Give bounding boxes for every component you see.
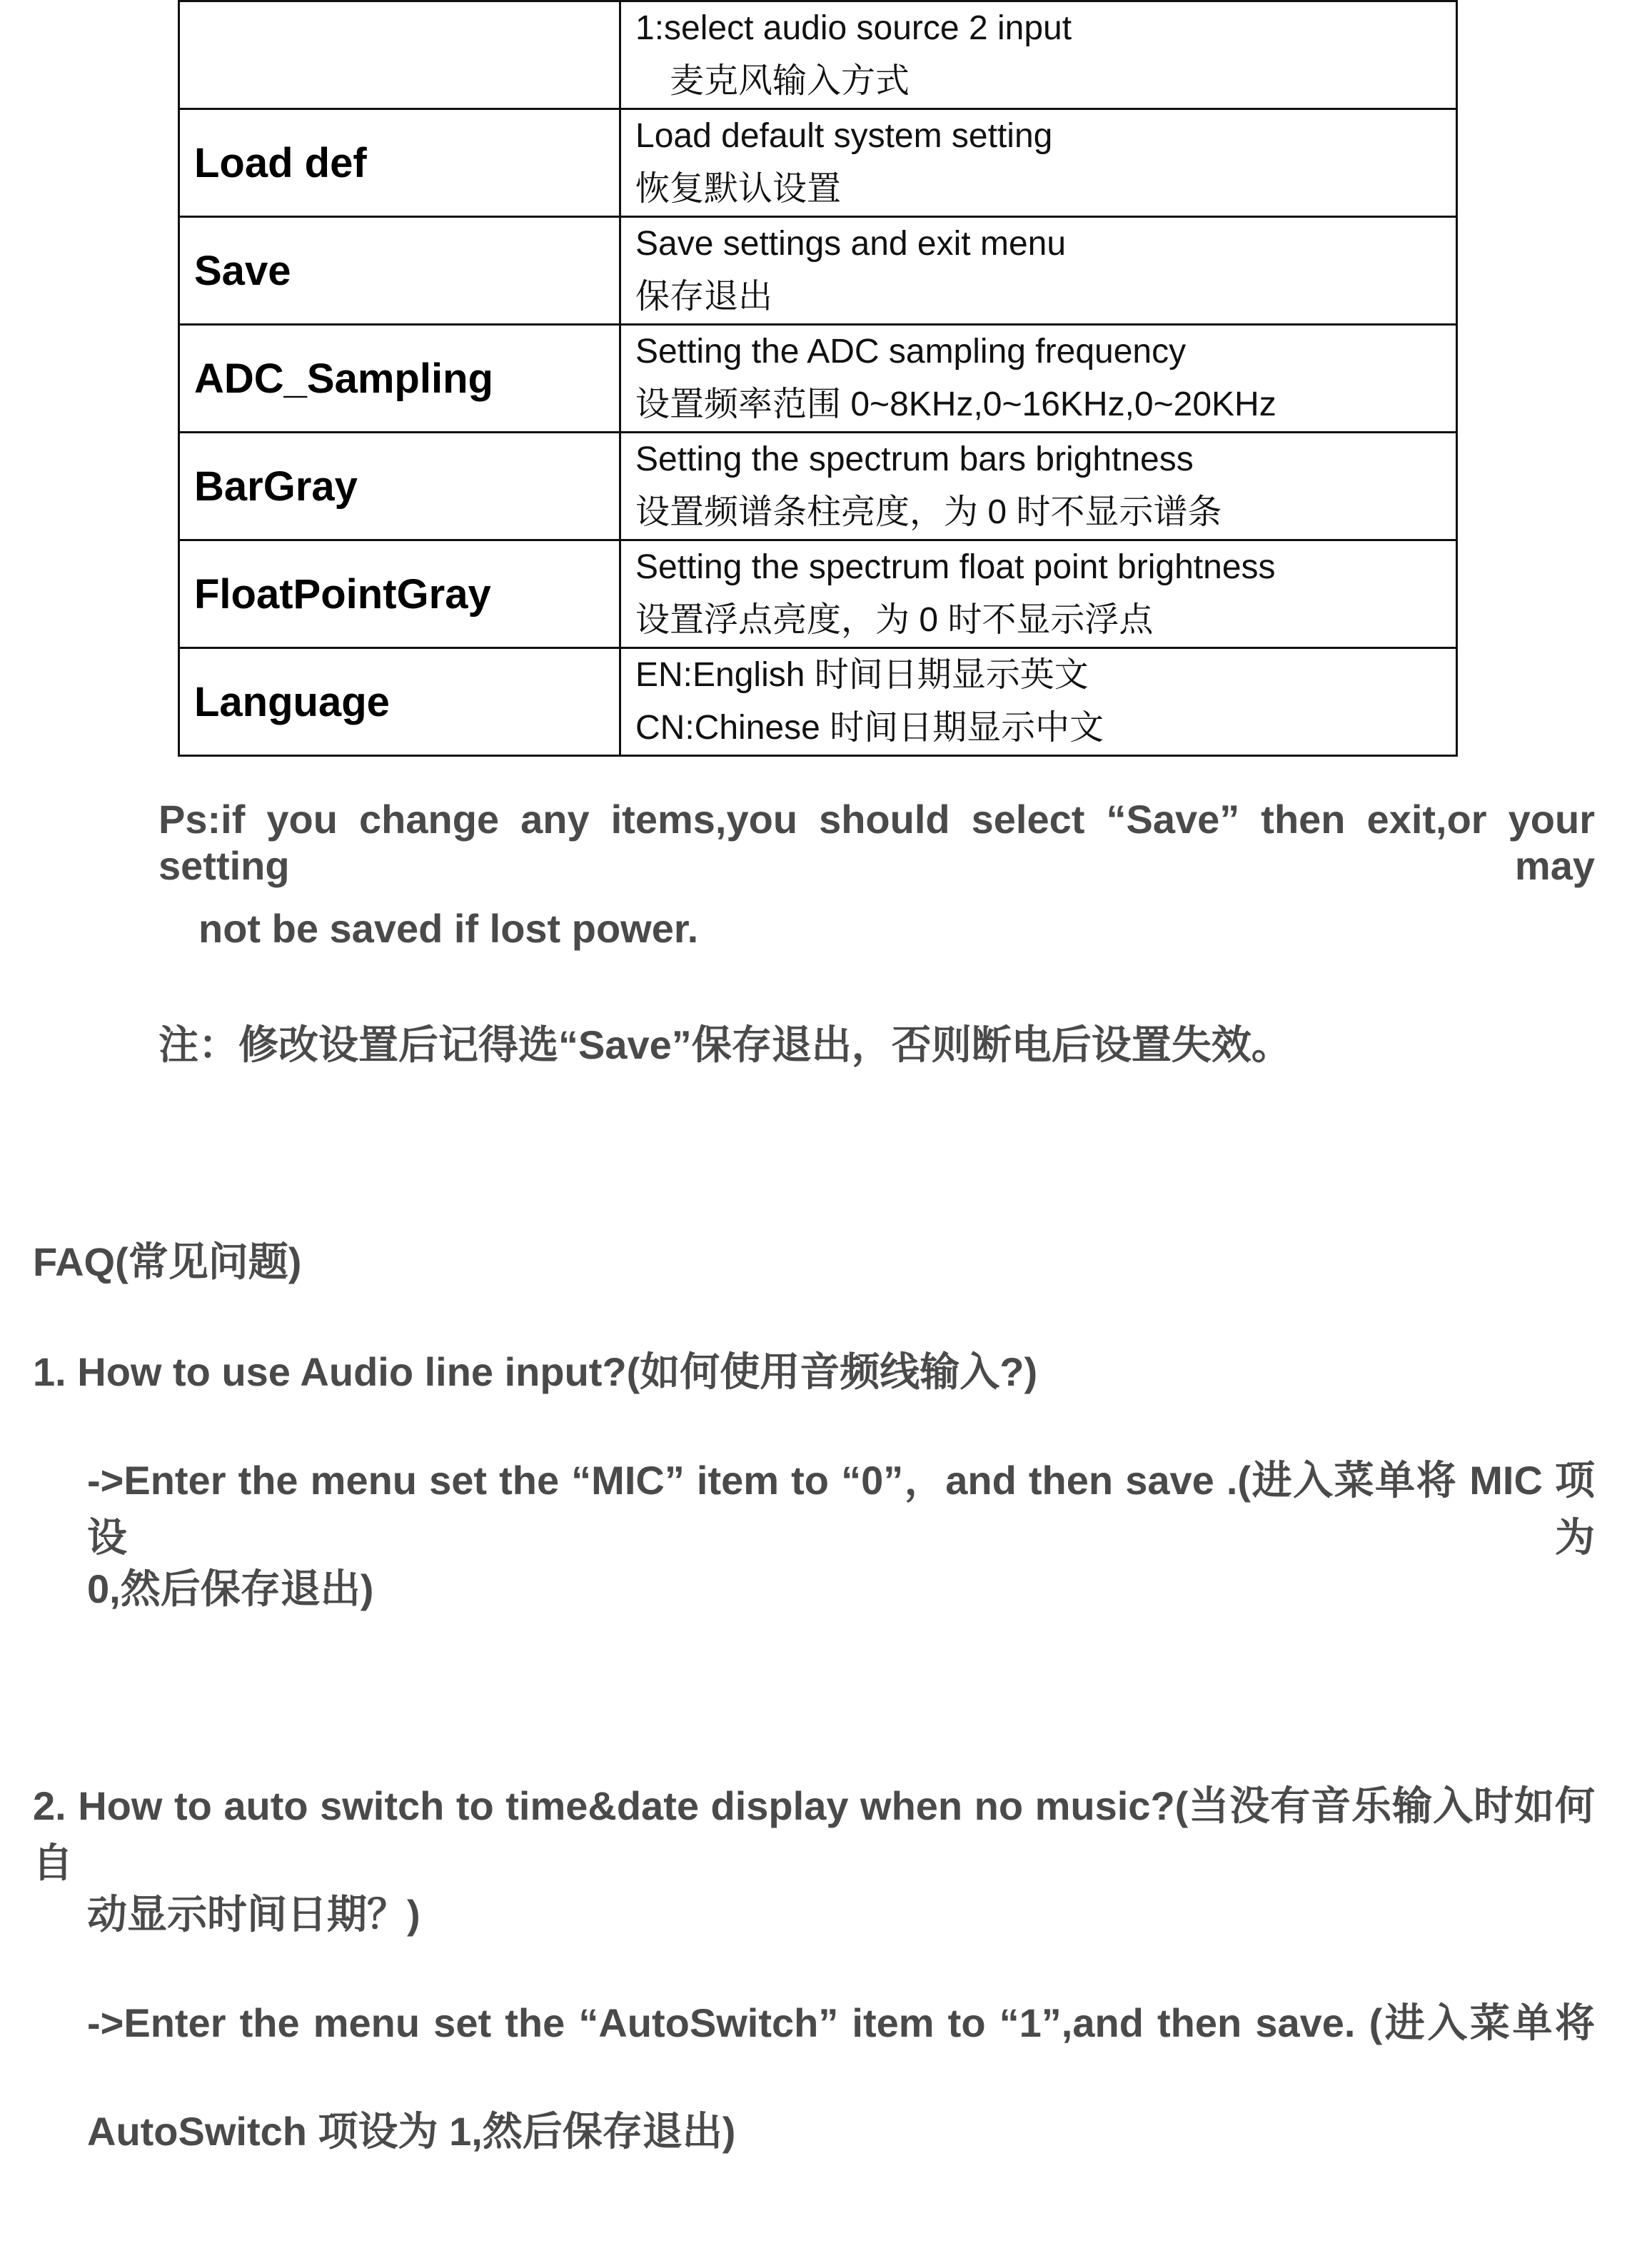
settings-table [178, 0, 1458, 757]
setting-description [620, 325, 1457, 433]
setting-description [620, 540, 1457, 648]
setting-name: Language [179, 648, 620, 756]
faq-answer-2-line-2: AutoSwitch 项设为 1,然后保存退出) [87, 2109, 736, 2154]
table-row [179, 1, 1457, 109]
table-row [179, 325, 1457, 433]
setting-description [620, 109, 1457, 217]
setting-name: FloatPointGray [179, 540, 620, 648]
note-cn: 注：修改设置后记得选“Save”保存退出，否则断电后设置失效。 [158, 1022, 1291, 1067]
setting-name: BarGray [179, 433, 620, 540]
description-en: 1:select audio source 2 input [635, 9, 1072, 47]
description-cn: CN:Chinese 时间日期显示中文 [635, 709, 1104, 747]
description-en: EN:English 时间日期显示英文 [635, 656, 1089, 694]
note-en-line-1: Ps:if you change any items,you should select “Save” then exit,or your setting may [158, 797, 1595, 888]
description-en: Setting the ADC sampling frequency [635, 333, 1187, 371]
setting-description [620, 217, 1457, 325]
description-en: Setting the spectrum bars brightness [635, 440, 1194, 478]
description-en: Save settings and exit menu [635, 225, 1067, 263]
description-en: Setting the spectrum float point brightness [635, 548, 1276, 586]
faq-answer-1-line-1: ->Enter the menu set the “MIC” item to “0”，and then save .(进入菜单将 MIC 项设为 [87, 1458, 1595, 1560]
faq-answer-1-line-2: 0,然后保存退出) [87, 1566, 374, 1611]
description-cn: 设置浮点亮度，为 0 时不显示浮点 [635, 601, 1154, 639]
faq-heading: FAQ(常见问题) [33, 1239, 302, 1284]
setting-description [620, 433, 1457, 540]
setting-name: Save [179, 217, 620, 325]
faq-answer-2-line-1: ->Enter the menu set the “AutoSwitch” item to “1”,and then save. (进入菜单将 [87, 2000, 1595, 2045]
table-row [179, 217, 1457, 325]
setting-name [179, 1, 620, 109]
table-row [179, 648, 1457, 756]
note-en-line-2: not be saved if lost power. [198, 906, 699, 951]
faq-question-2-line-1: 2. How to auto switch to time&date display when no music?(当没有音乐输入时如何自 [33, 1783, 1595, 1885]
setting-name: ADC_Sampling [179, 325, 620, 433]
faq-question-2-line-2: 动显示时间日期？) [87, 1892, 420, 1937]
description-cn: 麦克风输入方式 [670, 62, 910, 100]
description-en: Load default system setting [635, 117, 1053, 155]
table-row [179, 109, 1457, 217]
description-cn: 恢复默认设置 [635, 170, 842, 208]
setting-name: Load def [179, 109, 620, 217]
description-cn: 设置频谱条柱亮度，为 0 时不显示谱条 [635, 493, 1222, 531]
table-row [179, 540, 1457, 648]
setting-description [620, 1, 1457, 109]
description-cn: 保存退出 [635, 278, 773, 316]
faq-question-1: 1. How to use Audio line input?(如何使用音频线输入?) [33, 1349, 1038, 1394]
description-cn: 设置频率范围 0~8KHz,0~16KHz,0~20KHz [635, 385, 1276, 423]
setting-description [620, 648, 1457, 756]
table-row [179, 433, 1457, 540]
